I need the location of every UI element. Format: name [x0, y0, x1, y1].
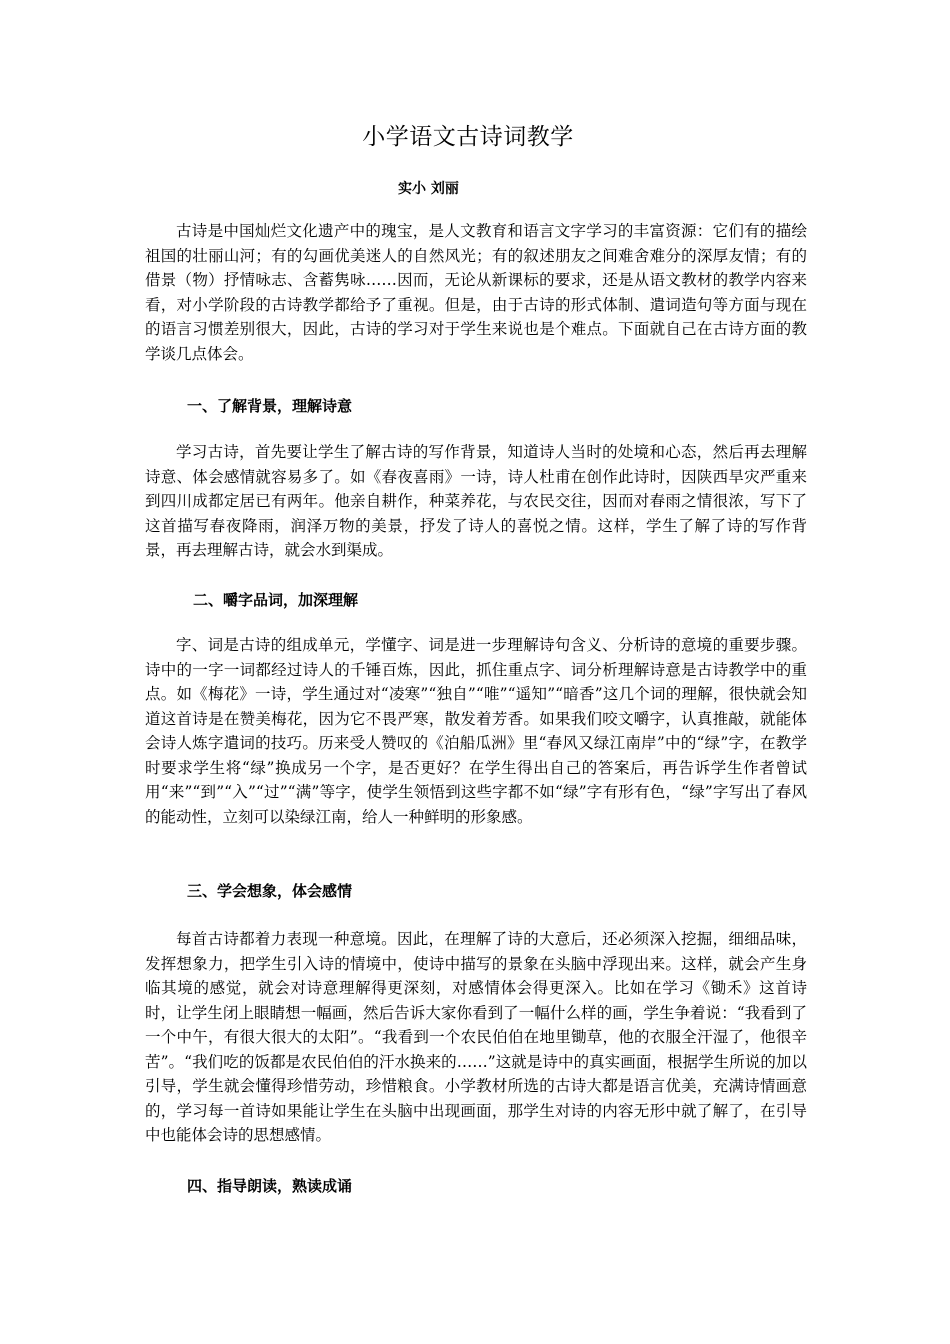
section-body-2: 字、词是古诗的组成单元，学懂字、词是进一步理解诗句含义、分析诗的意境的重要步骤。诗中的一字一词都经过诗人的千锤百炼，因此，抓住重点字、词分析理解诗意是古诗教学中的重点。如《梅花》一诗，学生通过对“凌寒”“独自”“唯”“遥知”“暗香”这几个词的理解，很快就会知道这首诗是在赞美梅花，因为它不畏严寒，散发着芳香。如果我们咬文嚼字，认真推敲，就能体会诗人炼字遣词的技巧。历来受人赞叹的《泊船瓜洲》里“春风又绿江南岸”中的“绿”字，在教学时要求学生将“绿”换成另一个字，是否更好？在学生得出自己的答案后，再告诉学生作者曾试用“来”“到”“入”“过”“满”等字，使学生领悟到这些字都不如“绿”字有形有色，“绿”字写出了春风的能动性，立刻可以染绿江南，给人一种鲜明的形象感。	[145, 636, 807, 826]
section-heading-1: 一、了解背景，理解诗意	[187, 397, 353, 415]
intro-paragraph: 古诗是中国灿烂文化遗产中的瑰宝，是人文教育和语言文字学习的丰富资源：它们有的描绘祖国的壮丽山河；有的勾画优美迷人的自然风光；有的叙述朋友之间难舍难分的深厚友情；有的借景（物）抒情咏志、含蓄隽咏……因而，无论从新课标的要求，还是从语文教材的教学内容来看，对小学阶段的古诗教学都给予了重视。但是，由于古诗的形式体制、遣词造句等方面与现在的语言习惯差别很大，因此，古诗的学习对于学生来说也是个难点。下面就自己在古诗方面的教学谈几点体会。	[145, 222, 807, 363]
section-heading-2: 二、嚼字品词，加深理解	[193, 591, 359, 609]
author-line: 实小 刘丽	[398, 181, 459, 197]
document-title: 小学语文古诗词教学	[362, 124, 574, 150]
section-body-1: 学习古诗，首先要让学生了解古诗的写作背景，知道诗人当时的处境和心态，然后再去理解诗意、体会感情就容易多了。如《春夜喜雨》一诗，诗人杜甫在创作此诗时，因陕西旱灾严重来到四川成都定居已有两年。他亲自耕作，种菜养花，与农民交往，因而对春雨之情很浓，写下了这首描写春夜降雨，润泽万物的美景，抒发了诗人的喜悦之情。这样，学生了解了诗的写作背景，再去理解古诗，就会水到渠成。	[145, 443, 807, 559]
section-heading-4: 四、指导朗读，熟读成诵	[187, 1177, 353, 1195]
section-heading-3: 三、学会想象，体会感情	[187, 882, 353, 900]
section-body-3: 每首古诗都着力表现一种意境。因此，在理解了诗的大意后，还必须深入挖掘，细细品味，发挥想象力，把学生引入诗的情境中，使诗中描写的景象在头脑中浮现出来。这样，就会产生身临其境的感觉，就会对诗意理解得更深刻，对感情体会得更深入。比如在学习《锄禾》这首诗时，让学生闭上眼睛想一幅画，然后告诉大家你看到了一幅什么样的画，学生争着说：“我看到了一个中午，有很大很大的太阳”。“我看到一个农民伯伯在地里锄草，他的衣服全汗湿了，他很辛苦”。“我们吃的饭都是农民伯伯的汗水换来的……”这就是诗中的真实画面，根据学生所说的加以引导，学生就会懂得珍惜劳动，珍惜粮食。小学教材所选的古诗大都是语言优美，充满诗情画意的，学习每一首诗如果能让学生在头脑中出现画面，那学生对诗的内容无形中就了解了，在引导中也能体会诗的思想感情。	[145, 930, 807, 1144]
